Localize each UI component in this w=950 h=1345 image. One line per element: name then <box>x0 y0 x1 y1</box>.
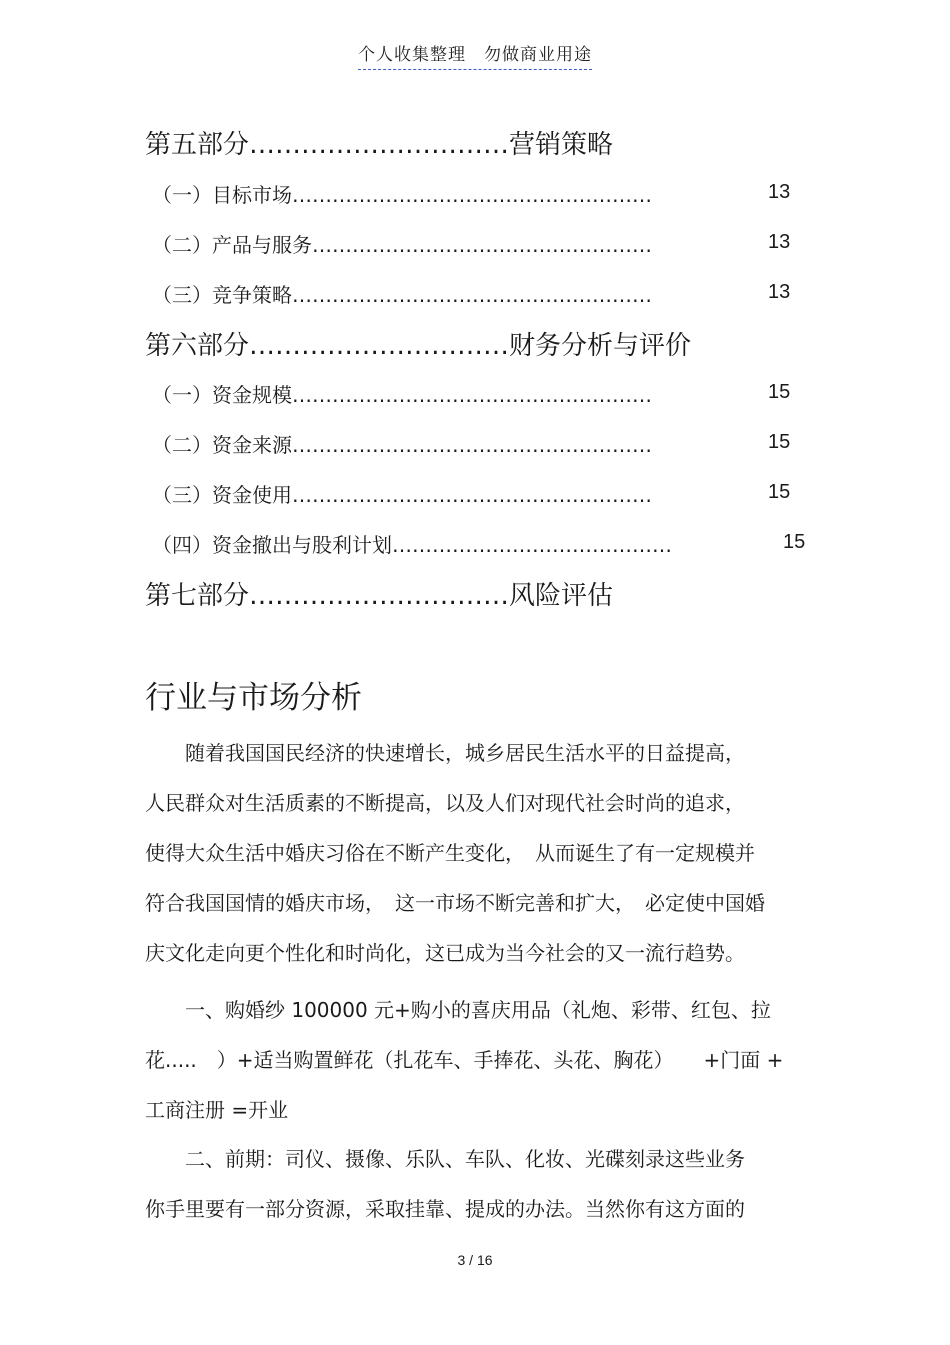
toc-part-title: 风险评估 <box>509 581 614 611</box>
body-line: 工商注册 =开业 <box>145 1098 289 1122</box>
toc-page-number: 13 <box>768 281 791 303</box>
toc-item[interactable] <box>152 179 652 208</box>
section-heading: 行业与市场分析 <box>145 680 362 716</box>
body-line: 符合我国国情的婚庆市场， 这一市场不断完善和扩大， 必定使中国婚 <box>145 891 765 915</box>
toc-item-label: （一）目标市场 <box>152 183 292 207</box>
body-line: 一、购婚纱 100000 元+购小的喜庆用品（礼炮、彩带、红包、拉 <box>145 998 771 1022</box>
toc-item[interactable] <box>152 479 652 508</box>
toc-leader-dots: ………………………… <box>249 331 510 361</box>
toc-item-label: （三）竞争策略 <box>152 283 292 307</box>
toc-item-label: （四）资金撤出与股利计划 <box>152 533 392 557</box>
toc-leader-dots: ………………………… <box>249 130 510 160</box>
toc-part-6[interactable] <box>145 325 691 362</box>
header-text: 个人收集整理 勿做商业用途 <box>358 45 592 70</box>
body-line: 庆文化走向更个性化和时尚化，这已成为当今社会的又一流行趋势。 <box>145 941 745 965</box>
body-line: 花..... ）+适当购置鲜花（扎花车、手捧花、头花、胸花） +门面 + <box>145 1048 784 1072</box>
body-line: 使得大众生活中婚庆习俗在不断产生变化， 从而诞生了有一定规模并 <box>145 841 755 865</box>
toc-item-label: （二）产品与服务 <box>152 233 312 257</box>
page-header <box>0 40 950 65</box>
toc-leader-dots: ……………………………………………… <box>292 183 652 207</box>
toc-leader-dots: ……………………………………………… <box>292 433 652 457</box>
toc-part-label: 第六部分 <box>145 331 250 361</box>
page-number: 3 / 16 <box>457 1252 493 1268</box>
toc-part-title: 营销策略 <box>509 130 614 160</box>
toc-page-number: 15 <box>768 431 791 453</box>
body-line: 随着我国国民经济的快速增长，城乡居民生活水平的日益提高， <box>145 741 745 765</box>
toc-part-5[interactable] <box>145 124 613 161</box>
toc-item-label: （一）资金规模 <box>152 383 292 407</box>
toc-page-number: 15 <box>768 381 791 403</box>
toc-item[interactable] <box>152 529 672 558</box>
toc-part-label: 第五部分 <box>145 130 250 160</box>
body-line: 人民群众对生活质素的不断提高，以及人们对现代社会时尚的追求， <box>145 791 745 815</box>
toc-part-7[interactable] <box>145 575 613 612</box>
body-line: 二、前期：司仪、摄像、乐队、车队、化妆、光碟刻录这些业务 <box>145 1147 745 1171</box>
toc-page-number: 13 <box>768 181 791 203</box>
toc-item[interactable] <box>152 279 652 308</box>
toc-leader-dots: ……………………………………………… <box>292 283 652 307</box>
toc-leader-dots: ………………………… <box>249 581 510 611</box>
toc-page-number: 15 <box>768 481 791 503</box>
toc-leader-dots: …………………………………………… <box>312 233 652 257</box>
toc-item-label: （三）资金使用 <box>152 483 292 507</box>
toc-part-title: 财务分析与评价 <box>509 331 692 361</box>
body-line: 你手里要有一部分资源，采取挂靠、提成的办法。当然你有这方面的 <box>145 1197 745 1221</box>
toc-leader-dots: …………………………………… <box>392 533 672 557</box>
toc-item[interactable] <box>152 429 652 458</box>
toc-page-number: 13 <box>768 231 791 253</box>
toc-item-label: （二）资金来源 <box>152 433 292 457</box>
toc-part-label: 第七部分 <box>145 581 250 611</box>
toc-leader-dots: ……………………………………………… <box>292 383 652 407</box>
toc-leader-dots: ……………………………………………… <box>292 483 652 507</box>
toc-item[interactable] <box>152 229 652 258</box>
toc-page-number: 15 <box>783 531 806 553</box>
toc-item[interactable] <box>152 379 652 408</box>
